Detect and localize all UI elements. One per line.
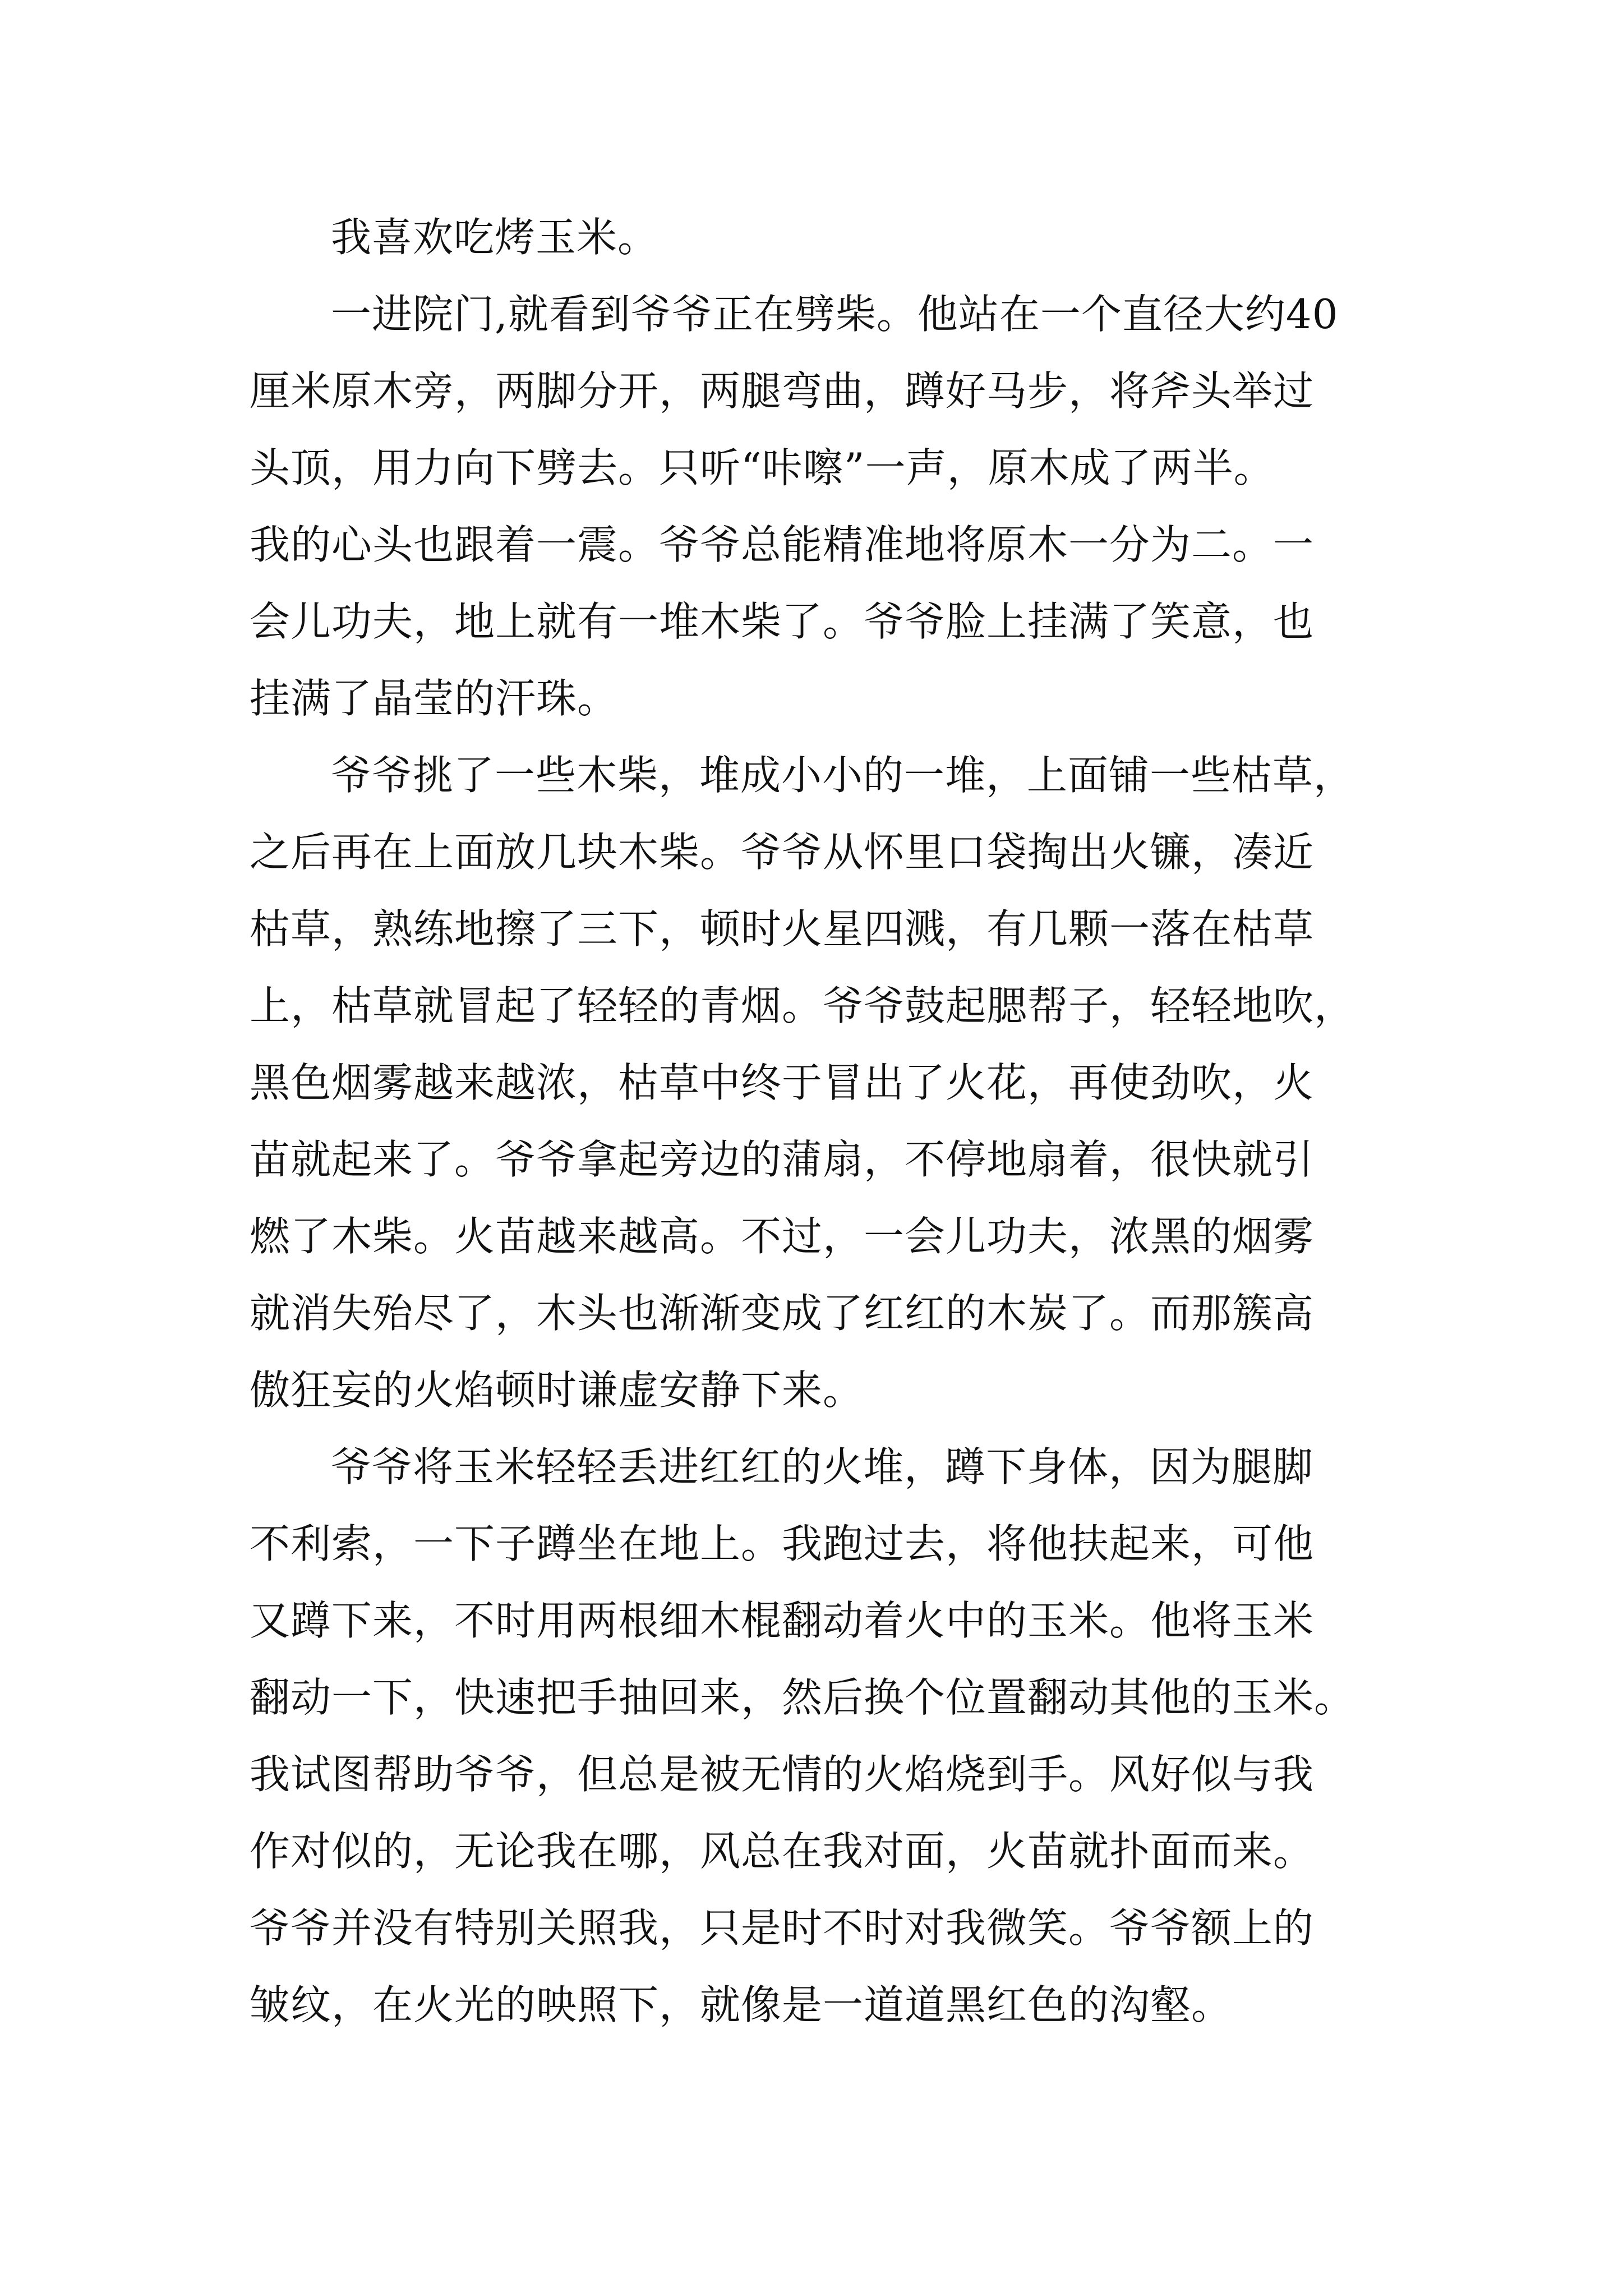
text-line: 我的心头也跟着一震。爷爷总能精准地将原木一分为二。一: [250, 521, 1315, 568]
text-line: 爷爷挑了一些木柴，堆成小小的一堆，上面铺一些枯草，: [331, 752, 1355, 799]
text-line: 傲狂妄的火焰顿时谦虚安静下来。: [250, 1366, 864, 1414]
text-line: 我试图帮助爷爷，但总是被无情的火焰烧到手。风好似与我: [250, 1751, 1315, 1798]
text-line: 翻动一下，快速把手抽回来，然后换个位置翻动其他的玉米。: [250, 1674, 1355, 1721]
paragraph-4: [250, 1429, 1388, 2044]
paragraph-1: [250, 199, 1388, 276]
text-line: 苗就起来了。爷爷拿起旁边的蒲扇，不停地扇着，很快就引: [250, 1136, 1315, 1183]
text-line: 头顶，用力向下劈去。只听“咔嚓”一声，原木成了两半。: [250, 444, 1275, 491]
text-line: 枯草，熟练地擦了三下，顿时火星四溅，有几颗一落在枯草: [250, 905, 1315, 953]
text-line: 爷爷并没有特别关照我，只是时不时对我微笑。爷爷额上的: [250, 1904, 1315, 1952]
text-line: 会儿功夫，地上就有一堆木柴了。爷爷脸上挂满了笑意，也: [250, 598, 1315, 645]
text-line: 一进院门,就看到爷爷正在劈柴。他站在一个直径大约40: [331, 291, 1339, 338]
text-line: 之后再在上面放几块木柴。爷爷从怀里口袋掏出火镰，凑近: [250, 829, 1315, 876]
text-line: 燃了木柴。火苗越来越高。不过，一会儿功夫，浓黑的烟雾: [250, 1213, 1315, 1260]
paragraph-2: [250, 276, 1388, 737]
document-body: [250, 199, 1388, 2044]
text-line: 我喜欢吃烤玉米。: [331, 214, 659, 261]
text-line: 作对似的，无论我在哪，风总在我对面，火苗就扑面而来。: [250, 1828, 1315, 1875]
text-line: 厘米原木旁，两脚分开，两腿弯曲，蹲好马步，将斧头举过: [250, 367, 1315, 415]
text-line: 挂满了晶莹的汗珠。: [250, 675, 619, 722]
text-line: 皱纹，在火光的映照下，就像是一道道黑红色的沟壑。: [250, 1981, 1233, 2028]
text-line: 爷爷将玉米轻轻丢进红红的火堆，蹲下身体，因为腿脚: [331, 1443, 1314, 1490]
text-line: 就消失殆尽了，木头也渐渐变成了红红的木炭了。而那簇高: [250, 1290, 1315, 1337]
text-line: 又蹲下来，不时用两根细木棍翻动着火中的玉米。他将玉米: [250, 1597, 1315, 1644]
text-line: 上，枯草就冒起了轻轻的青烟。爷爷鼓起腮帮子，轻轻地吹，: [250, 982, 1355, 1029]
paragraph-3: [250, 737, 1388, 1429]
text-line: 黑色烟雾越来越浓，枯草中终于冒出了火花，再使劲吹，火: [250, 1059, 1315, 1106]
text-line: 不利索，一下子蹲坐在地上。我跑过去，将他扶起来，可他: [250, 1520, 1315, 1567]
